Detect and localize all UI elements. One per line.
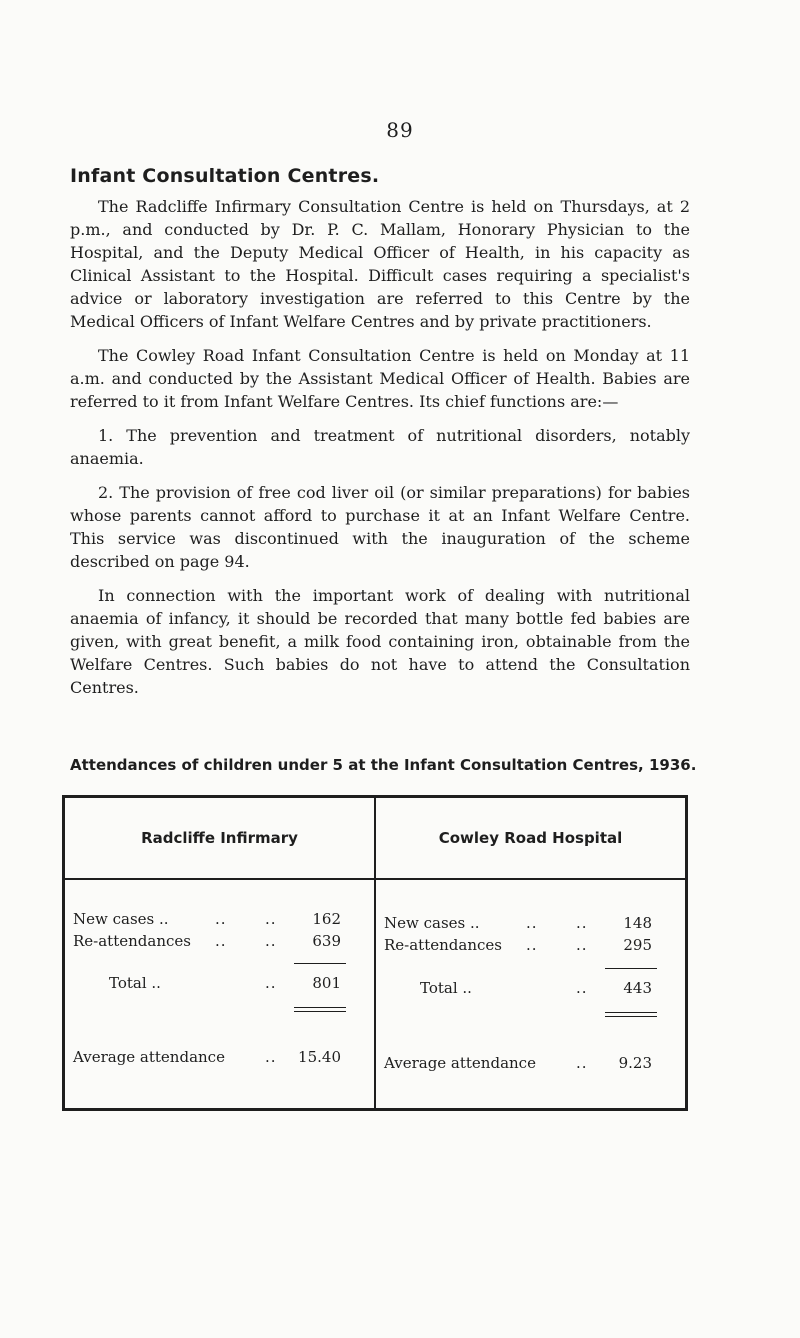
subtotal-rule [605, 968, 657, 969]
leader-dots: .. [576, 1054, 588, 1072]
total-double-rule [294, 1007, 346, 1012]
average-label: Average attendance [73, 1048, 225, 1066]
leader-dots: .. [526, 914, 538, 932]
leader-dots: .. [215, 910, 227, 928]
reattendances-label: Re-attendances [384, 936, 502, 954]
total-double-rule [605, 1012, 657, 1017]
body-text [70, 195, 690, 710]
attendance-table [62, 795, 688, 1111]
leader-dots: .. [576, 979, 588, 997]
function-item-1: 1. The prevention and treatment of nutritional disorders, notably anaemia. [70, 426, 690, 468]
new-cases-label: New cases .. [73, 910, 169, 928]
radcliffe-header: Radcliffe Infirmary [65, 798, 374, 880]
page-number: 89 [386, 118, 414, 142]
new-cases-label: New cases .. [384, 914, 480, 932]
leader-dots: .. [576, 914, 588, 932]
average-label: Average attendance [384, 1054, 536, 1072]
subtotal-rule [294, 963, 346, 964]
total-label: Total .. [420, 979, 472, 997]
function-item-2: 2. The provision of free cod liver oil (or similar preparations) for babies whose parents cannot afford to purchase it at an Infant Welfare Centre. This service was discontinued with the inauguration of the scheme described on page 94. [70, 483, 690, 571]
reattendances-value: 639 [312, 932, 341, 950]
radcliffe-column [65, 798, 374, 1108]
new-cases-value: 162 [312, 910, 341, 928]
cowley-header: Cowley Road Hospital [376, 798, 685, 880]
total-label: Total .. [109, 974, 161, 992]
leader-dots: .. [215, 932, 227, 950]
section-heading: Infant Consultation Centres. [70, 165, 380, 187]
total-value: 443 [623, 979, 652, 997]
leader-dots: .. [265, 1048, 277, 1066]
total-value: 801 [312, 974, 341, 992]
leader-dots: .. [265, 974, 277, 992]
reattendances-label: Re-attendances [73, 932, 191, 950]
average-value: 9.23 [618, 1054, 652, 1072]
reattendances-value: 295 [623, 936, 652, 954]
leader-dots: .. [576, 936, 588, 954]
paragraph-radcliffe: The Radcliffe Infirmary Consultation Centre is held on Thursdays, at 2 p.m., and conducted by Dr. P. C. Mallam, Honorary Physician to the Hospital, and the Deputy Medical Officer of Health, in his capacity as Clinical Assistant to the Hospital. Difficult cases requiring a specialist's advice or laboratory investigation are referred to this Centre by the Medical Officers of Infant Welfare Centres and by private practitioners. [70, 197, 690, 331]
cowley-column [374, 798, 685, 1108]
paragraph-anaemia: In connection with the important work of dealing with nutritional anaemia of infancy, it should be recorded that many bottle fed babies are given, with great benefit, a milk food containing iron, obtainable from the Welfare Centres. Such babies do not have to attend the Consultation Centres. [70, 586, 690, 697]
new-cases-value: 148 [623, 914, 652, 932]
leader-dots: .. [265, 910, 277, 928]
average-value: 15.40 [298, 1048, 341, 1066]
paragraph-cowley: The Cowley Road Infant Consultation Centre is held on Monday at 11 a.m. and conducted by the Assistant Medical Officer of Health. Babies are referred to it from Infant Welfare Centres. Its chief functions are:— [70, 346, 690, 411]
leader-dots: .. [265, 932, 277, 950]
leader-dots: .. [526, 936, 538, 954]
table-caption: Attendances of children under 5 at the Infant Consultation Centres, 1936. [70, 756, 697, 774]
